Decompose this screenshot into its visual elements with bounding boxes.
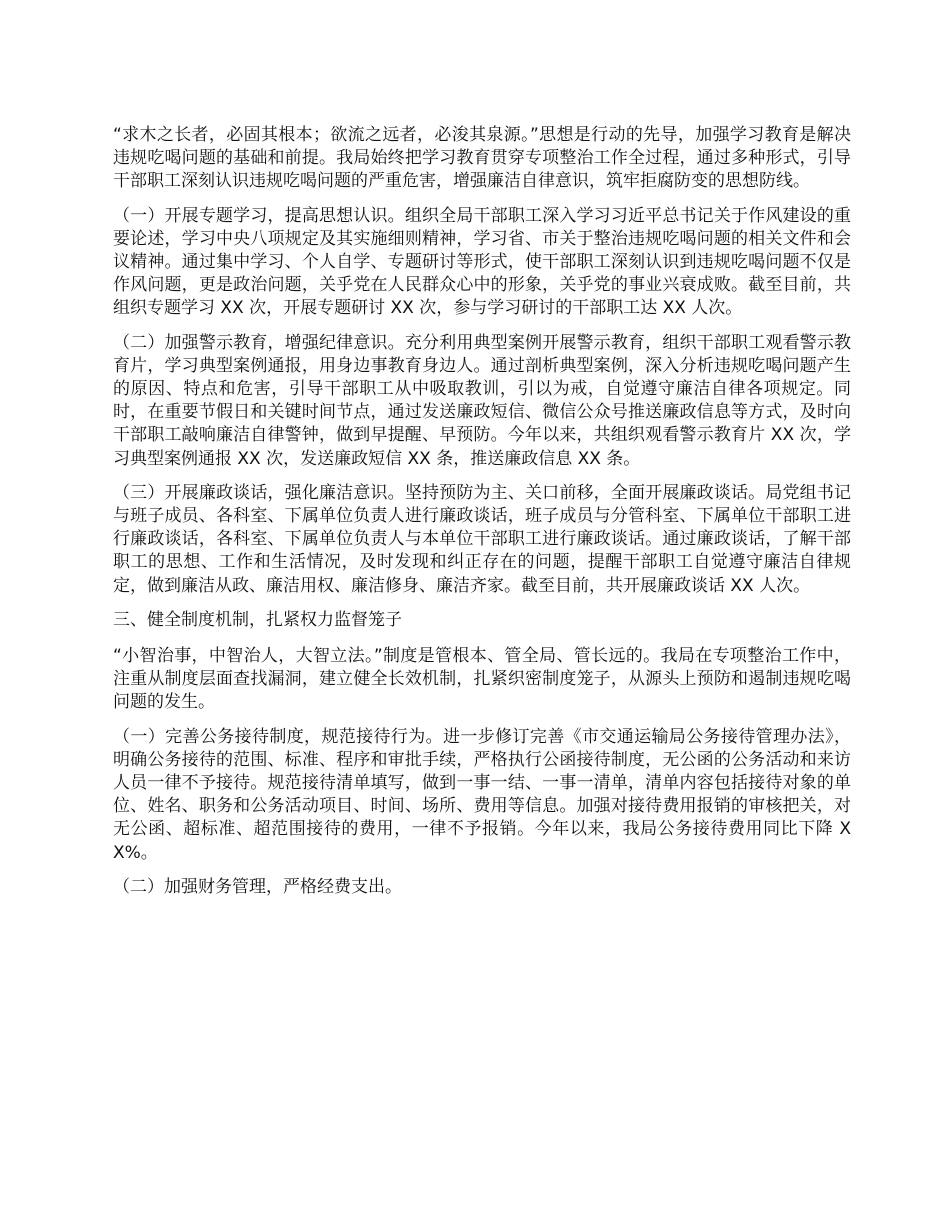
paragraph-integrity-talks: （三）开展廉政谈话，强化廉洁意识。坚持预防为主、关口前移，全面开展廉政谈话。局党组书记与班子成员、各科室、下属单位负责人进行廉政谈话，班子成员与分管科室、下属单位干部职工进行廉政谈话，各科室、下属单位负责人与本单位干部职工进行廉政谈话。通过廉政谈话，了解干部职工的思想、工作和生活情况，及时发现和纠正存在的问题，提醒干部职工自觉遵守廉洁自律规定，做到廉洁从政、廉洁用权、廉洁修身、廉洁齐家。截至目前，共开展廉政谈话 XX 人次。 (113, 482, 851, 596)
paragraph-study: （一）开展专题学习，提高思想认识。组织全局干部职工深入学习习近平总书记关于作风建设的重要论述，学习中央八项规定及其实施细则精神，学习省、市关于整治违规吃喝问题的相关文件和会议精神。通过集中学习、个人自学、专题研讨等形式，使干部职工深刻认识到违规吃喝问题不仅是作风问题，更是政治问题，关乎党在人民群众心中的形象，关乎党的事业兴衰成败。截至目前，共组织专题学习 XX 次，开展专题研讨 XX 次，参与学习研讨的干部职工达 XX 人次。 (113, 205, 851, 319)
paragraph-warning-education: （二）加强警示教育，增强纪律意识。充分利用典型案例开展警示教育，组织干部职工观看警示教育片，学习典型案例通报，用身边事教育身边人。通过剖析典型案例，深入分析违规吃喝问题产生的原因、特点和危害，引导干部职工从中吸取教训，引以为戒，自觉遵守廉洁自律各项规定。同时，在重要节假日和关键时间节点，通过发送廉政短信、微信公众号推送廉政信息等方式，及时向干部职工敲响廉洁自律警钟，做到早提醒、早预防。今年以来，共组织观看警示教育片 XX 次，学习典型案例通报 XX 次，发送廉政短信 XX 条，推送廉政信息 XX 条。 (113, 332, 851, 469)
paragraph-reception-system: （一）完善公务接待制度，规范接待行为。进一步修订完善《市交通运输局公务接待管理办法》，明确公务接待的范围、标准、程序和审批手续，严格执行公函接待制度，无公函的公务活动和来访人员一律不予接待。规范接待清单填写，做到一事一结、一事一清单，清单内容包括接待对象的单位、姓名、职务和公务活动项目、时间、场所、费用等信息。加强对接待费用报销的审核把关，对无公函、超标准、超范围接待的费用，一律不予报销。今年以来，我局公务接待费用同比下降 XX%。 (113, 726, 851, 863)
document-body (113, 124, 851, 910)
paragraph-finance: （二）加强财务管理，严格经费支出。 (113, 876, 402, 897)
section-heading-3: 三、健全制度机制，扎紧权力监督笼子 (113, 609, 402, 630)
paragraph-intro: “求木之长者，必固其根本；欲流之远者，必浚其泉源。”思想是行动的先导，加强学习教育是解决违规吃喝问题的基础和前提。我局始终把学习教育贯穿专项整治工作全过程，通过多种形式，引导干部职工深刻认识违规吃喝问题的严重危害，增强廉洁自律意识，筑牢拒腐防变的思想防线。 (113, 125, 851, 192)
paragraph-system-intro: “小智治事，中智治人，大智立法。”制度是管根本、管全局、管长远的。我局在专项整治工作中，注重从制度层面查找漏洞，建立健全长效机制，扎紧织密制度笼子，从源头上预防和遏制违规吃喝问题的发生。 (113, 646, 851, 713)
